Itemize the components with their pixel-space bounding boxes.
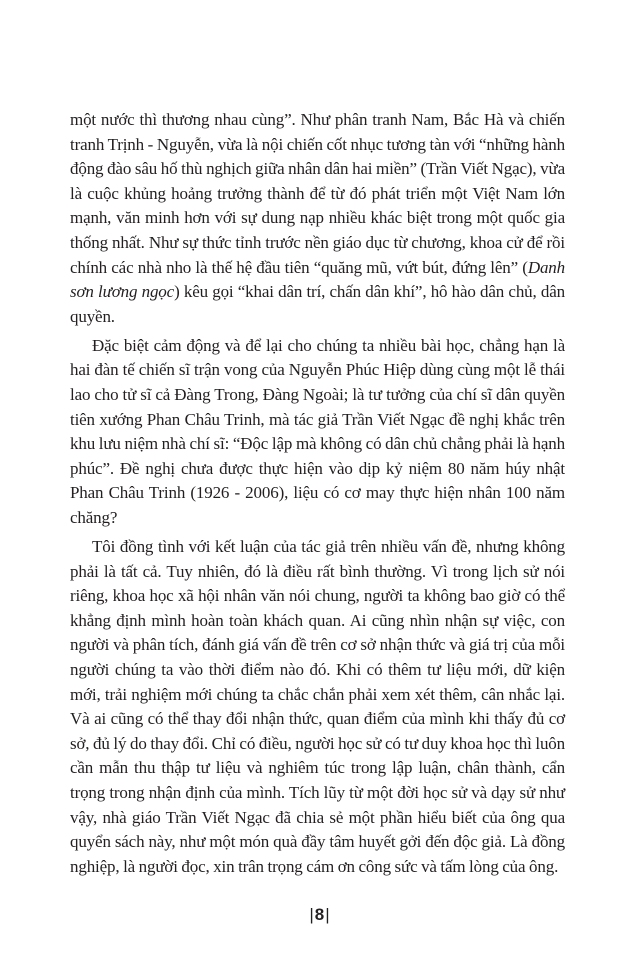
page-number-value: 8 xyxy=(314,905,325,924)
paragraph-1 xyxy=(70,108,565,329)
paragraph-1-text-b: ) kêu gọi “khai dân trí, chấn dân khí”, hô hào dân chủ, dân quyền. xyxy=(70,282,565,326)
paragraph-2-text: Đặc biệt cảm động và để lại cho chúng ta nhiều bài học, chẳng hạn là hai đàn tế chiến sĩ trận vong của Nguyễn Phúc Hiệp dùng cùng một lễ thái lao cho tử sĩ cả Đàng Trong, Đàng Ngoài; là tư tưởng của chí sĩ dân quyền tiên xướng Phan Châu Trinh, mà tác giả Trần Viết Ngạc đề nghị khắc trên khu lưu niệm nhà chí sĩ: “Độc lập mà không có dân chủ chẳng phải là hạnh phúc”. Đề nghị chưa được thực hiện vào dịp kỷ niệm 80 năm húy nhật Phan Châu Trinh (1926 - 2006), liệu có cơ may thực hiện nhân 100 năm chăng? xyxy=(70,335,565,527)
paragraph-1-text-a: một nước thì thương nhau cùng”. Như phân tranh Nam, Bắc Hà và chiến tranh Trịnh - Nguyễn, vừa là nội chiến cốt nhục tương tàn với “những hành động đào sâu hố thù nghịch giữa nhân dân hai miền” (Trần Viết Ngạc), vừa là cuộc khủng hoảng trưởng thành để từ đó phát triển một Việt Nam lớn mạnh, văn minh hơn với sự dung nạp nhiều khác biệt trong một quốc gia thống nhất. Như sự thức tỉnh trước nền giáo dục từ chương, khoa cử để rồi chính các nhà nho là thế hệ đầu tiên “quăng mũ, vứt bút, đứng lên” ( xyxy=(70,110,565,277)
page-number xyxy=(0,905,639,925)
paragraph-3-text: Tôi đồng tình với kết luận của tác giả trên nhiều vấn đề, nhưng không phải là tất cả. Tuy nhiên, đó là điều rất bình thường. Vì trong lịch sử nói riêng, khoa học xã hội nhân văn nói chung, người ta không bao giờ có thể khẳng định mình hoàn toàn khách quan. Ai cũng nhìn nhận sự việc, con người và phân tích, đánh giá vấn đề trên cơ sở nhận thức và giá trị của mỗi người chúng ta vào thời điểm nào đó. Khi có thêm tư liệu mới, dữ kiện mới, trải nghiệm mới chúng ta chắc chắn phải xem xét thêm, cân nhắc lại. Và ai cũng có thể thay đổi nhận thức, quan điểm của mình khi thấy đủ cơ sở, đủ lý do thay đổi. Chỉ có điều, người học sử có tư duy khoa học thì luôn cần mẫn thu thập tư liệu và nghiêm túc trong lập luận, chân thành, cẩn trọng trong nhận định của mình. Tích lũy từ một đời học sử và dạy sử như vậy, nhà giáo Trần Viết Ngạc đã chia sẻ một phần hiểu biết của ông qua quyển sách này, như một món quà đầy tâm huyết gởi đến độc giả. Là đồng nghiệp, là người đọc, xin trân trọng cám ơn công sức và tấm lòng của ông. xyxy=(70,537,565,876)
page-number-left-bar: | xyxy=(309,905,314,924)
page-body xyxy=(70,108,565,879)
paragraph-2 xyxy=(70,334,565,531)
page-number-right-bar: | xyxy=(325,905,330,924)
paragraph-3 xyxy=(70,535,565,879)
paragraph-1-book-title: Danh sơn lương ngọc xyxy=(70,257,565,302)
